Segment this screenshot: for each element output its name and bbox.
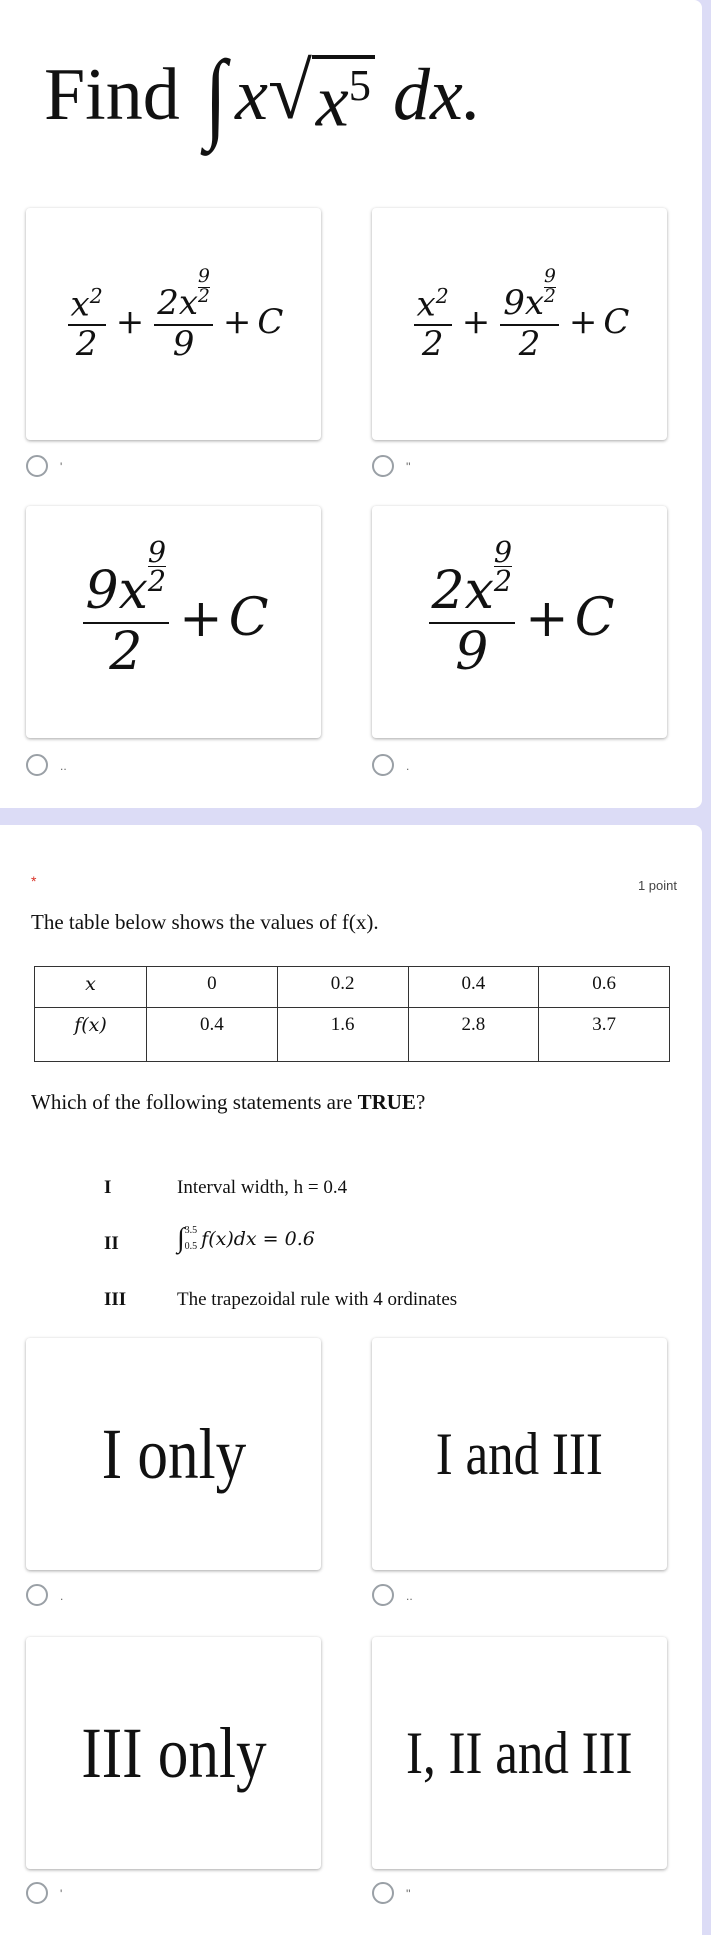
table-cell: 0.4 — [408, 967, 539, 1008]
option-label: ' — [60, 1887, 63, 1901]
option-radio-i-only[interactable] — [26, 1584, 48, 1606]
option-label: . — [60, 1589, 64, 1603]
question-text: Which of the following statements are TRUE? — [31, 1090, 426, 1114]
statement-number: II — [104, 1233, 119, 1254]
question-card-table — [0, 825, 702, 1935]
option-image-2[interactable]: $\frac{x^2}{2}$ + 9x $\frac{9}{2}$ 2 + C — [372, 208, 667, 440]
points-label: 1 point — [637, 878, 677, 893]
option-text: III only — [80, 1712, 267, 1793]
required-asterisk: * — [31, 873, 37, 889]
statement-integral: ∫ 3.5 0.5 f(x)dx = 0.6 — [177, 1223, 315, 1254]
question-title — [44, 38, 481, 153]
option-image-4[interactable]: 2x $\frac{9}{2}$ 9 + C — [372, 506, 667, 738]
option-text: I only — [101, 1413, 246, 1494]
option-radio-iii-only[interactable] — [26, 1882, 48, 1904]
option-label-4: . — [406, 759, 410, 773]
table-header-x: x — [35, 967, 147, 1008]
table-header-fx: f(x) — [35, 1008, 147, 1062]
option-radio-3[interactable] — [26, 754, 48, 776]
integrand-x: x — [235, 54, 268, 136]
option-image-i-ii-and-iii[interactable] — [372, 1637, 667, 1869]
option-radio-i-and-iii[interactable] — [372, 1584, 394, 1606]
table-cell: 1.6 — [277, 1008, 408, 1062]
option-text: I and III — [435, 1420, 604, 1487]
table-cell: 2.8 — [408, 1008, 539, 1062]
option-label-2: '' — [406, 460, 411, 474]
radicand: x — [315, 60, 349, 143]
option-label-1: ' — [60, 460, 63, 474]
option-image-3[interactable]: 9x $\frac{9}{2}$ 2 + C — [26, 506, 321, 738]
table-cell: 3.7 — [539, 1008, 670, 1062]
integral-sign: ∫ — [204, 40, 227, 151]
power: 5 — [348, 59, 371, 110]
values-table — [34, 966, 670, 1062]
title-prefix: Find — [44, 54, 180, 136]
option-image-iii-only[interactable] — [26, 1637, 321, 1869]
statement-text: Interval width, h = 0.4 — [177, 1177, 348, 1198]
statement-number: III — [104, 1289, 127, 1310]
question-card-integral — [0, 0, 702, 808]
square-root — [268, 47, 375, 145]
option-text: I, II and III — [406, 1719, 633, 1786]
table-cell: 0.6 — [539, 967, 670, 1008]
option-radio-1[interactable] — [26, 455, 48, 477]
option-radio-i-ii-and-iii[interactable] — [372, 1882, 394, 1904]
option-radio-4[interactable] — [372, 754, 394, 776]
option-image-i-and-iii[interactable] — [372, 1338, 667, 1570]
table-row — [35, 967, 670, 1008]
option-label: .. — [406, 1589, 413, 1603]
statement-text: The trapezoidal rule with 4 ordinates — [177, 1289, 458, 1310]
option-image-1[interactable]: $\frac{x^2}{2}$ + 2x $\frac{9}{2}$ 9 + C — [26, 208, 321, 440]
table-cell: 0.2 — [277, 967, 408, 1008]
option-label: '' — [406, 1887, 411, 1901]
radical-sign: √ — [267, 47, 312, 136]
question-intro: The table below shows the values of f(x). — [31, 910, 379, 934]
table-cell: 0 — [147, 967, 278, 1008]
table-cell: 0.4 — [147, 1008, 278, 1062]
option-label-3: .. — [60, 759, 67, 773]
table-row — [35, 1008, 670, 1062]
option-radio-2[interactable] — [372, 455, 394, 477]
statement-number: I — [104, 1177, 112, 1198]
differential: dx. — [392, 54, 482, 136]
option-image-i-only[interactable] — [26, 1338, 321, 1570]
